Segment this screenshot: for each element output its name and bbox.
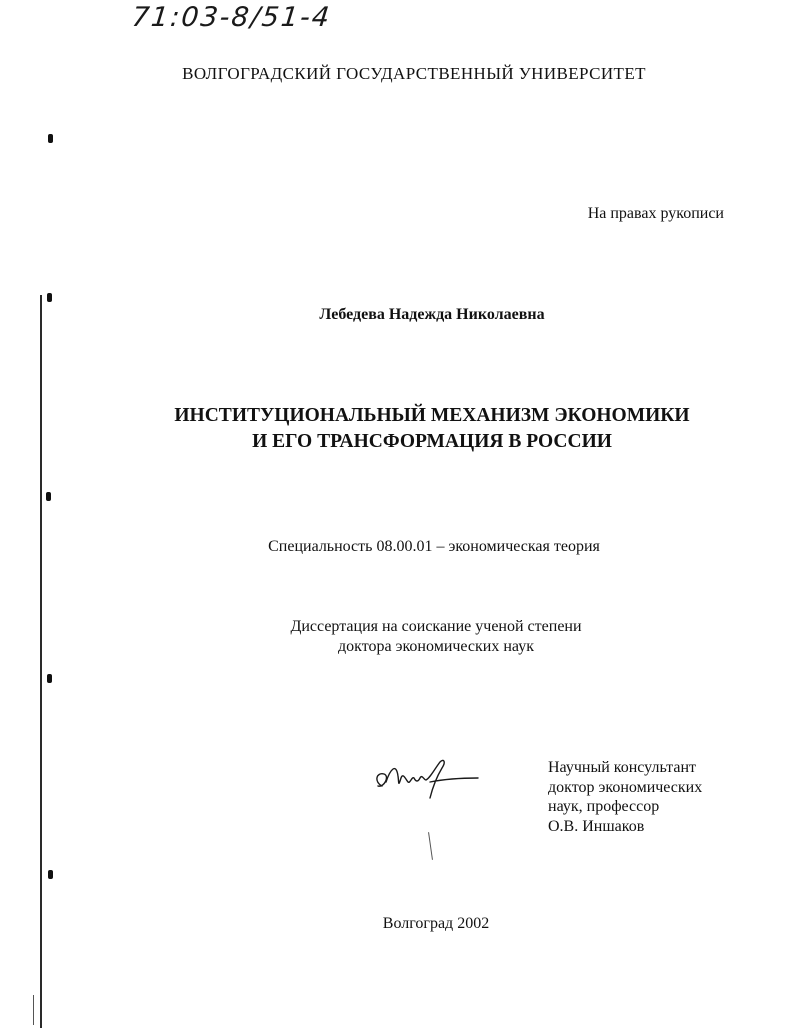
rights-note: На правах рукописи bbox=[587, 205, 724, 222]
consultant-line: О.В. Иншаков bbox=[548, 817, 645, 835]
punch-hole-mark bbox=[48, 134, 53, 143]
archive-code-handwritten: 71:03-8/51-4 bbox=[130, 2, 333, 33]
scan-edge-mark bbox=[33, 995, 34, 1025]
scan-stray-mark bbox=[428, 832, 433, 860]
consultant-line: доктор экономических bbox=[548, 778, 703, 796]
degree-line: доктора экономических наук bbox=[338, 638, 534, 655]
city-year: Волгоград 2002 bbox=[382, 915, 490, 932]
specialty-line: Специальность 08.00.01 – экономическая теория bbox=[268, 538, 600, 555]
title-line: ИНСТИТУЦИОНАЛЬНЫЙ МЕХАНИЗМ ЭКОНОМИКИ bbox=[174, 405, 690, 426]
scientific-consultant bbox=[548, 758, 702, 836]
punch-hole-mark bbox=[47, 293, 52, 302]
punch-hole-mark bbox=[46, 492, 51, 501]
punch-hole-mark bbox=[48, 870, 53, 879]
signature-handwritten bbox=[368, 752, 486, 804]
degree-statement bbox=[0, 617, 798, 657]
consultant-line: наук, профессор bbox=[548, 798, 660, 815]
degree-line: Диссертация на соискание ученой степени bbox=[290, 618, 582, 635]
author-name: Лебедева Надежда Николаевна bbox=[319, 306, 545, 323]
punch-hole-mark bbox=[47, 674, 52, 683]
university-name: ВОЛГОГРАДСКИЙ ГОСУДАРСТВЕННЫЙ УНИВЕРСИТЕТ bbox=[182, 64, 646, 83]
consultant-line: Научный консультант bbox=[548, 759, 696, 776]
dissertation-title bbox=[0, 403, 798, 455]
title-line: И ЕГО ТРАНСФОРМАЦИЯ В РОССИИ bbox=[252, 431, 612, 452]
